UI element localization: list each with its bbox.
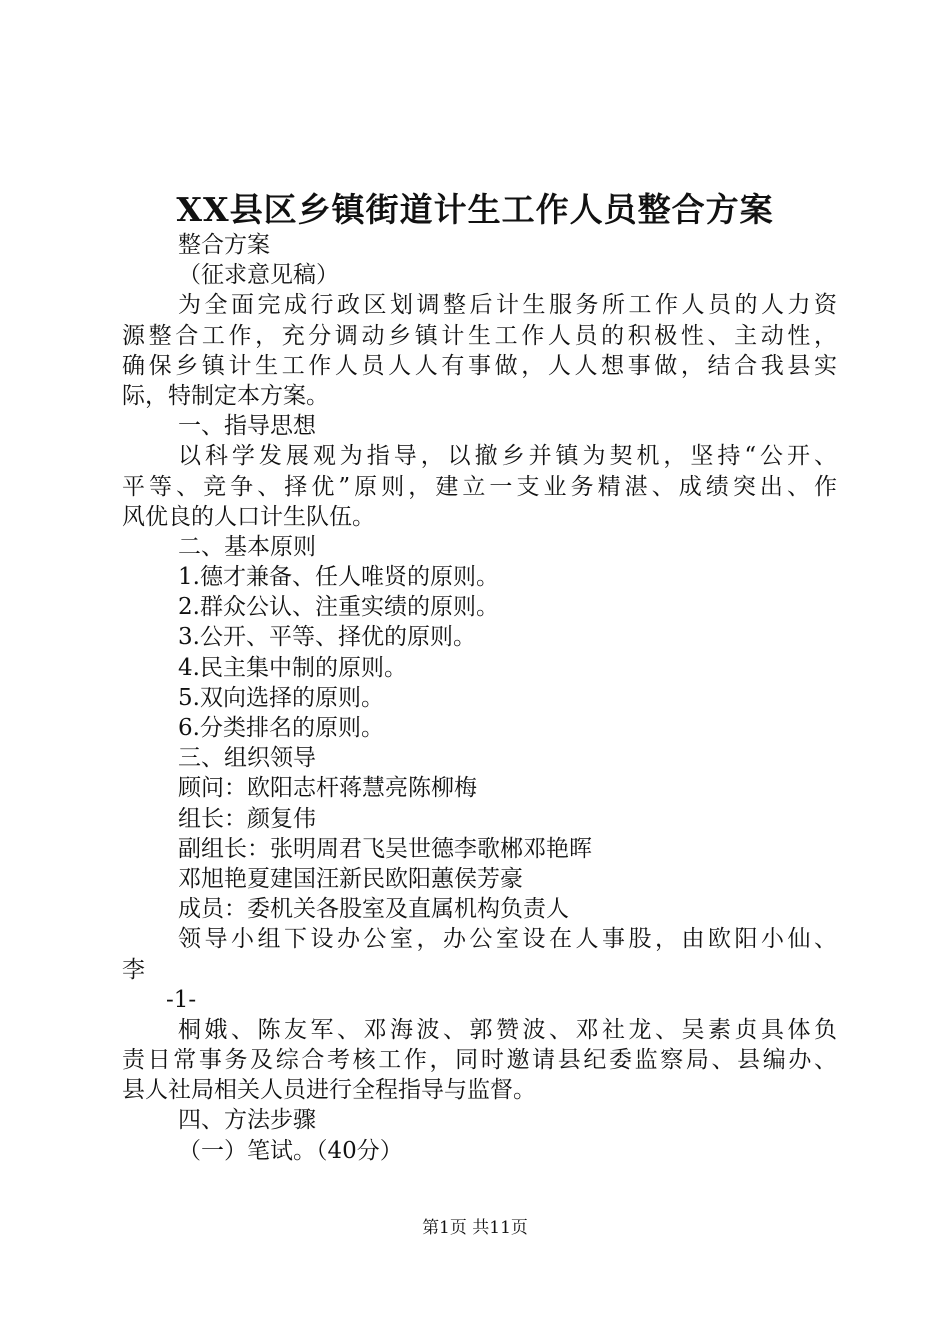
body-line: 三、组织领导 — [178, 745, 316, 772]
body-line: 确保乡镇计生工作人员人人有事做，人人想事做，结合我县实 — [122, 352, 837, 379]
body-line: 桐娥、陈友军、邓海波、郭赞波、邓社龙、吴素贞具体负 — [178, 1016, 837, 1043]
body-line: （一）笔试。（40分） — [178, 1137, 403, 1164]
document-title: XX县区乡镇街道计生工作人员整合方案 — [176, 190, 774, 229]
inner-page-number: -1- — [166, 986, 197, 1013]
body-line: 整合方案 — [178, 232, 270, 258]
document-body — [122, 230, 837, 1166]
body-line: 四、方法步骤 — [178, 1107, 316, 1134]
page-footer: 第1页 共11页 — [422, 1218, 528, 1238]
body-line: 际，特制定本方案。 — [122, 382, 329, 409]
body-line: 5.双向选择的原则。 — [178, 684, 384, 711]
body-line: 为全面完成行政区划调整后计生服务所工作人员的人力资 — [178, 292, 837, 319]
body-line: 一、指导思想 — [178, 413, 316, 440]
body-line: 4.民主集中制的原则。 — [178, 654, 407, 681]
body-line: 以科学发展观为指导，以撤乡并镇为契机，坚持“公开、 — [178, 443, 837, 470]
body-line: 成员：委机关各股室及直属机构负责人 — [178, 896, 569, 923]
body-line: 二、基本原则 — [178, 533, 316, 560]
body-line: 领导小组下设办公室，办公室设在人事股，由欧阳小仙、 — [178, 926, 837, 953]
body-line: 3.公开、平等、择优的原则。 — [178, 624, 476, 651]
body-line: （征求意见稿） — [178, 262, 339, 289]
body-line: 6.分类排名的原则。 — [178, 715, 384, 741]
body-line: 副组长：张明周君飞吴世德李歌郴邓艳晖 — [178, 835, 592, 862]
body-line: 县人社局相关人员进行全程指导与监督。 — [122, 1077, 536, 1104]
body-line: 平等、竞争、择优”原则，建立一支业务精湛、成绩突出、作 — [122, 473, 837, 500]
body-line: 2.群众公认、注重实绩的原则。 — [178, 594, 499, 621]
body-line: 顾问：欧阳志杆蒋慧亮陈柳梅 — [178, 775, 477, 802]
body-line: 组长：颜复伟 — [178, 805, 316, 832]
body-line: 邓旭艳夏建国汪新民欧阳蕙侯芳豪 — [178, 865, 523, 892]
body-line: 1.德才兼备、任人唯贤的原则。 — [178, 564, 499, 591]
body-line: 源整合工作，充分调动乡镇计生工作人员的积极性、主动性， — [122, 322, 837, 349]
body-line: 李 — [122, 956, 145, 983]
body-line: 责日常事务及综合考核工作，同时邀请县纪委监察局、县编办、 — [122, 1047, 837, 1074]
body-line: 风优良的人口计生队伍。 — [122, 503, 375, 530]
